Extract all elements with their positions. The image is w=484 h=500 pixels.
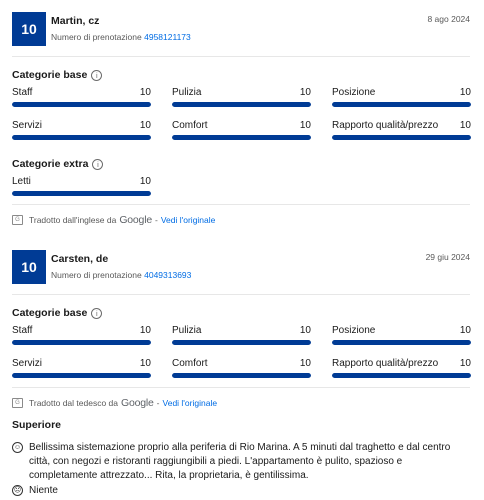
category-comfort xyxy=(172,120,311,142)
category-bar-fill xyxy=(172,340,311,345)
review-card xyxy=(12,250,470,498)
category-label: Pulizia xyxy=(172,87,202,98)
smile-icon: ☺ xyxy=(12,442,23,453)
category-bar xyxy=(12,135,151,140)
category-bar xyxy=(172,102,311,107)
google-logo: Google xyxy=(119,214,152,226)
category-value: 10 xyxy=(139,325,151,336)
translation-note xyxy=(12,214,470,226)
category-label: Letti xyxy=(12,176,31,187)
category-posizione xyxy=(332,325,471,347)
booking-number xyxy=(51,32,191,42)
category-bar xyxy=(172,135,311,140)
category-pulizia xyxy=(172,87,311,109)
category-bar-fill xyxy=(12,340,151,345)
see-original-link[interactable]: Vedi l'originale xyxy=(162,398,218,408)
translation-separator: - xyxy=(156,398,160,408)
category-label: Staff xyxy=(12,325,33,336)
category-label: Pulizia xyxy=(172,325,202,336)
category-value: 10 xyxy=(139,87,151,98)
frown-icon: ☹ xyxy=(12,485,23,496)
section-title-text: Categorie base xyxy=(12,307,88,319)
category-comfort xyxy=(172,358,311,380)
category-letti xyxy=(12,176,151,198)
category-bar-fill xyxy=(172,135,311,140)
extra-categories-grid xyxy=(12,176,470,200)
translate-icon: G xyxy=(12,215,23,225)
category-bar xyxy=(332,373,471,378)
category-bar-fill xyxy=(332,135,471,140)
category-bar xyxy=(12,102,151,107)
category-value: 10 xyxy=(299,325,311,336)
reviewer-name: Martin, cz xyxy=(51,15,100,27)
review-score-badge: 10 xyxy=(12,250,46,284)
base-categories-title xyxy=(12,307,470,319)
base-categories-grid xyxy=(12,325,470,383)
booking-number-label: Numero di prenotazione xyxy=(51,270,142,280)
category-value: 10 xyxy=(139,120,151,131)
translation-prefix: Tradotto dal tedesco da xyxy=(29,398,118,408)
category-value: 10 xyxy=(459,358,471,369)
category-label: Posizione xyxy=(332,87,376,98)
category-bar-fill xyxy=(332,102,471,107)
translation-separator: - xyxy=(154,215,158,225)
review-date: 29 giu 2024 xyxy=(425,252,470,262)
translation-note xyxy=(12,397,470,409)
divider xyxy=(12,387,470,388)
category-bar xyxy=(332,102,471,107)
category-value: 10 xyxy=(459,120,471,131)
category-bar-fill xyxy=(12,135,151,140)
category-rapporto-qualita-prezzo xyxy=(332,120,471,142)
positive-comment xyxy=(12,441,470,483)
review-score-badge: 10 xyxy=(12,12,46,46)
negative-comment xyxy=(12,484,470,498)
category-label: Rapporto qualità/prezzo xyxy=(332,358,439,369)
category-label: Comfort xyxy=(172,358,208,369)
category-bar-fill xyxy=(172,102,311,107)
category-bar-fill xyxy=(332,340,471,345)
see-original-link[interactable]: Vedi l'originale xyxy=(160,215,216,225)
info-icon[interactable]: i xyxy=(92,159,103,170)
section-title-text: Categorie extra xyxy=(12,158,89,170)
category-posizione xyxy=(332,87,471,109)
category-value: 10 xyxy=(459,325,471,336)
negative-comment-text: Niente xyxy=(29,485,58,496)
translate-icon: G xyxy=(12,398,23,408)
base-categories-grid xyxy=(12,87,470,145)
base-categories-title xyxy=(12,69,470,81)
category-label: Servizi xyxy=(12,358,43,369)
category-value: 10 xyxy=(299,358,311,369)
review-card xyxy=(12,12,470,226)
category-rapporto-qualita-prezzo xyxy=(332,358,471,380)
category-servizi xyxy=(12,120,151,142)
category-staff xyxy=(12,87,151,109)
divider xyxy=(12,204,470,205)
extra-categories-title xyxy=(12,158,470,170)
review-date: 8 ago 2024 xyxy=(427,14,470,24)
divider xyxy=(12,56,470,57)
category-bar xyxy=(172,373,311,378)
category-value: 10 xyxy=(139,358,151,369)
category-value: 10 xyxy=(459,87,471,98)
category-bar-fill xyxy=(12,373,151,378)
review-header xyxy=(12,250,470,284)
category-value: 10 xyxy=(299,87,311,98)
category-pulizia xyxy=(172,325,311,347)
positive-comment-text: Bellissima sistemazione proprio alla periferia di Rio Marina. A 5 minuti dal traghetto e dal centro città, con negozi e ristoranti raggiungibili a piedi. L'appartamento è pulito, spazioso e completamente attrezzato... Rita, la proprietaria, è gentilissima. xyxy=(29,442,451,481)
reviewer-name: Carsten, de xyxy=(51,253,109,265)
category-label: Servizi xyxy=(12,120,43,131)
category-value: 10 xyxy=(299,120,311,131)
category-staff xyxy=(12,325,151,347)
info-icon[interactable]: i xyxy=(91,70,102,81)
category-label: Comfort xyxy=(172,120,208,131)
category-bar-fill xyxy=(12,191,151,196)
category-bar-fill xyxy=(172,373,311,378)
translation-prefix: Tradotto dall'inglese da xyxy=(29,215,117,225)
category-label: Staff xyxy=(12,87,33,98)
review-title: Superiore xyxy=(12,419,62,431)
category-value: 10 xyxy=(139,176,151,187)
category-bar-fill xyxy=(12,102,151,107)
booking-number-link[interactable]: 4958121173 xyxy=(144,32,191,42)
category-label: Posizione xyxy=(332,325,376,336)
category-servizi xyxy=(12,358,151,380)
google-logo: Google xyxy=(121,397,154,409)
info-icon[interactable]: i xyxy=(91,308,102,319)
section-title-text: Categorie base xyxy=(12,69,88,81)
category-bar xyxy=(12,373,151,378)
category-bar xyxy=(332,135,471,140)
category-bar-fill xyxy=(332,373,471,378)
booking-number xyxy=(51,270,191,280)
category-bar xyxy=(172,340,311,345)
category-bar xyxy=(12,191,151,196)
review-header xyxy=(12,12,470,46)
divider xyxy=(12,294,470,295)
category-label: Rapporto qualità/prezzo xyxy=(332,120,439,131)
category-bar xyxy=(332,340,471,345)
category-bar xyxy=(12,340,151,345)
booking-number-label: Numero di prenotazione xyxy=(51,32,142,42)
booking-number-link[interactable]: 4049313693 xyxy=(144,270,192,280)
